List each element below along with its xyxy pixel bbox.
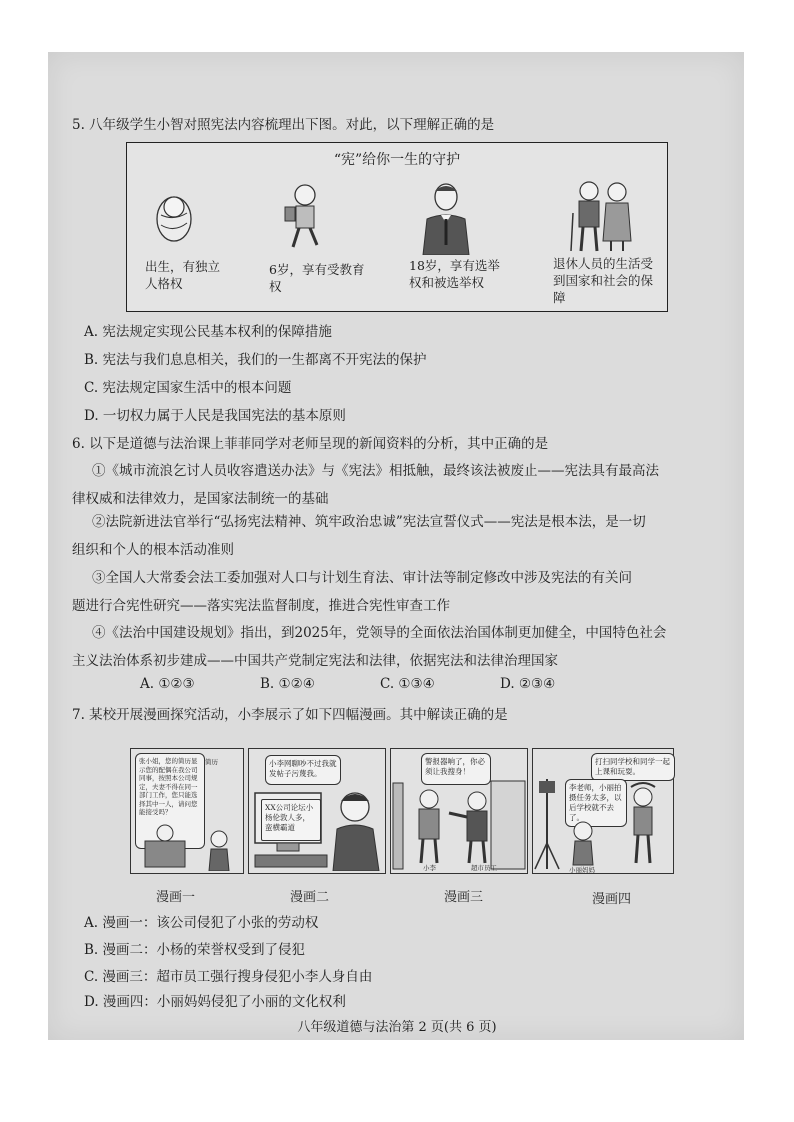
q5-option-d[interactable]: D. 一切权力属于人民是我国宪法的基本原则 [84,408,346,424]
q6-item-4-line2: 主义法治体系初步建成——中国共产党制定宪法和法律，依据宪法和法律治理国家 [72,653,558,669]
q5-option-b[interactable]: B. 宪法与我们息息相关，我们的一生都离不开宪法的保护 [84,352,427,368]
q6-item-3-line2: 题进行合宪性研究——落实宪法监督制度，推进合宪性审查工作 [72,598,450,614]
comic-2-caption: 漫画二 [290,890,330,905]
comic-3-caption: 漫画三 [444,890,484,905]
comic-3-label-xiaoli: 小李 [423,864,436,872]
q5-box-title: “宪”给你一生的守护 [333,152,461,168]
q7-option-b[interactable]: B. 漫画二：小杨的荣誉权受到了侵犯 [84,942,306,958]
q6-item-3-line1: ③全国人大常委会法工委加强对人口与计划生育法、审计法等制定修改中涉及宪法的有关问 [92,570,632,586]
child-illustration [277,181,333,253]
q6-option-b[interactable]: B. ①②④ [260,676,315,692]
q5-option-c[interactable]: C. 宪法规定国家生活中的根本问题 [84,380,292,396]
page-footer: 八年级道德与法治第 2 页(共 6 页) [297,1020,497,1035]
q7-option-c[interactable]: C. 漫画三：超市员工强行搜身侵犯小李人身自由 [84,969,373,985]
q7-stem: 7. 某校开展漫画探究活动，小李展示了如下四幅漫画。其中解读正确的是 [72,707,508,723]
q6-option-c[interactable]: C. ①③④ [380,676,435,692]
q7-option-a[interactable]: A. 漫画一：该公司侵犯了小张的劳动权 [84,915,319,931]
comic-4-scene [533,773,673,873]
comic-1 [130,748,244,874]
q5-stage-birth: 出生，有独立人格权 [145,259,221,291]
q6-item-4-line1: ④《法治中国建设规划》指出，到2025年，党领导的全面依法治国体制更加健全，中国特色社会 [92,625,667,641]
q7-option-d[interactable]: D. 漫画四：小丽妈妈侵犯了小丽的文化权利 [84,994,346,1010]
comic-4-label-mother: 小丽妈妈 [569,866,595,874]
comic-3-speech: 警报器响了，你必须让我搜身！ [421,753,491,785]
q6-option-a[interactable]: A. ①②③ [140,676,195,692]
comic-4-caption: 漫画四 [592,892,632,907]
comic-2 [248,748,386,874]
comic-1-resume-label: 简历 [205,758,218,766]
q6-item-2-line1: ②法院新进法官举行“弘扬宪法精神、筑牢政治忠诚”宪法宣誓仪式——宪法是根本法，是一切 [92,514,646,530]
q6-item-1-line1: ①《城市流浪乞讨人员收容遣送办法》与《宪法》相抵触，最终该法被废止——宪法具有最高法 [92,463,659,479]
comic-3 [390,748,528,874]
q5-diagram-box [126,142,668,312]
comic-4-speech-mother: 李老师，小丽拍摄任务太多，以后学校就不去了。 [565,779,627,827]
q5-stage-retired: 退休人员的生活受到国家和社会的保障 [553,256,654,305]
comic-2-screen-text: XX公司论坛小杨伦敦人多，蛮横霸道 [261,799,321,841]
q6-item-1-line2: 律权威和法律效力，是国家法制统一的基础 [72,491,329,507]
comic-1-figures [137,819,241,871]
comic-4-speech-girl: 打扫同学校和同学一起上课和玩耍。 [591,753,675,781]
q5-stem: 5. 八年级学生小智对照宪法内容梳理出下图。对此，以下理解正确的是 [72,117,495,133]
q5-stage-age18: 18岁，享有选举权和被选举权 [409,258,500,290]
comic-3-store-scene [391,777,527,873]
comic-4 [532,748,674,874]
q5-option-a[interactable]: A. 宪法规定实现公民基本权利的保障措施 [84,324,332,340]
comic-3-label-staff: 超市员工 [471,864,497,872]
baby-illustration [149,185,199,243]
q6-item-2-line2: 组织和个人的根本活动准则 [72,542,234,558]
comic-1-caption: 漫画一 [156,890,196,905]
comic-2-speech: 小李网聊吵不过我就发帖子污蔑我。 [265,755,341,785]
q6-option-d[interactable]: D. ②③④ [500,676,556,692]
q5-stage-age6: 6岁，享有受教育权 [269,262,365,294]
q6-stem: 6. 以下是道德与法治课上菲菲同学对老师呈现的新闻资料的分析，其中正确的是 [72,436,549,452]
comic-1-speech: 张小姐，您的简历显示您的配偶在我公司同事，按照本公司规定，夫妻不得在同一部门工作，您只能选择其中一人，请问您能接受吗？ [135,753,205,849]
adult-man-illustration [417,179,475,255]
elderly-couple-illustration [567,179,639,253]
